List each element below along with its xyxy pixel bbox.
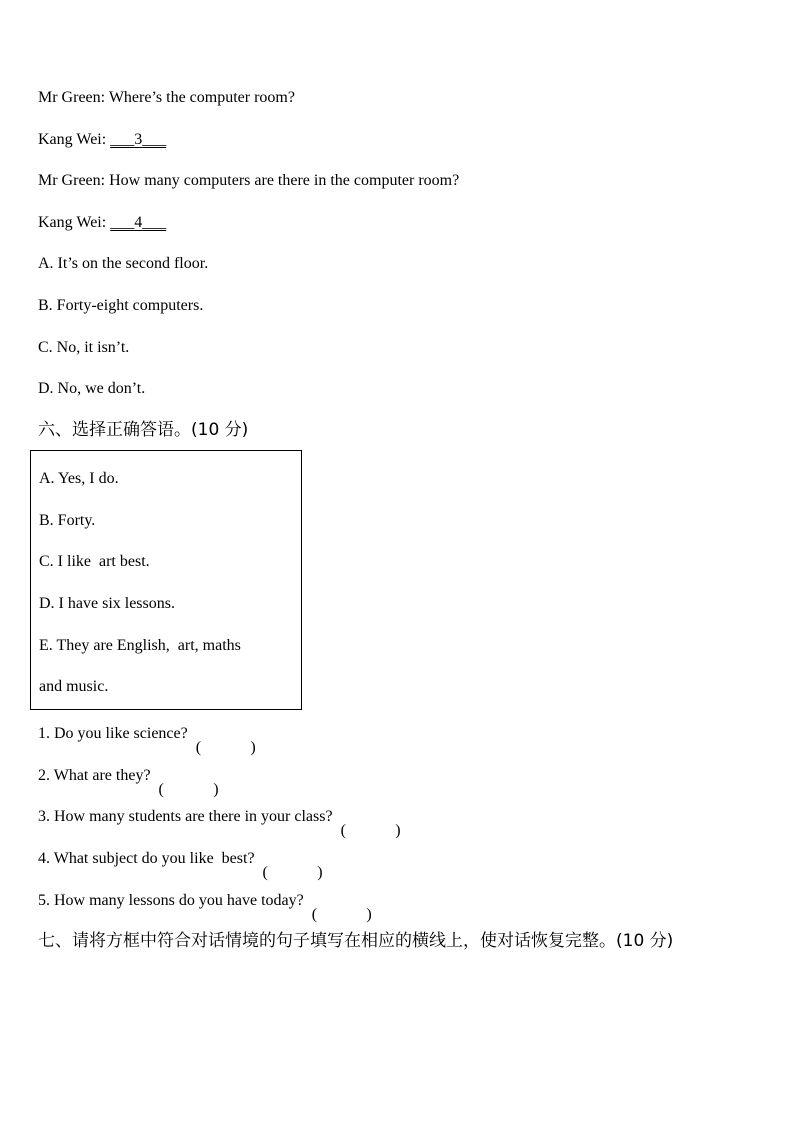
answer-blank-3[interactable] <box>110 130 166 150</box>
question-text: 4. What subject do you like best? <box>38 850 255 867</box>
answer-option-d: D. No, we don’t. <box>38 380 146 397</box>
question-text: 5. How many lessons do you have today? <box>38 892 304 909</box>
section-7-title: 七、请将方框中符合对话情境的句子填写在相应的横线上，使对话恢复完整。(10 分) <box>38 931 674 951</box>
dialogue-line-4 <box>38 213 166 233</box>
box-option-b: B. Forty. <box>39 512 96 529</box>
paren-right: ) <box>213 781 219 798</box>
blank-number: 3 <box>134 131 143 148</box>
question-1 <box>38 724 256 756</box>
question-2 <box>38 766 219 798</box>
dialogue-text: Where’s the computer room? <box>108 89 295 106</box>
speaker: Mr Green: <box>38 172 106 189</box>
answer-option-b: B. Forty-eight computers. <box>38 297 204 314</box>
speaker: Kang Wei: <box>38 131 107 148</box>
box-option-d: D. I have six lessons. <box>39 595 175 612</box>
box-option-e: E. They are English, art, maths <box>39 637 241 654</box>
paren-right: ) <box>366 906 372 923</box>
box-option-c: C. I like art best. <box>39 553 150 570</box>
blank-right: ___ <box>142 214 167 231</box>
paren-right: ) <box>395 822 401 839</box>
question-text: 1. Do you like science? <box>38 725 188 742</box>
paren-right: ) <box>250 739 256 756</box>
question-4 <box>38 849 323 881</box>
question-5 <box>38 891 372 923</box>
question-text: 2. What are they? <box>38 767 151 784</box>
speaker: Kang Wei: <box>38 214 107 231</box>
paren-right: ) <box>317 864 323 881</box>
question-3 <box>38 807 401 839</box>
answer-blank-4[interactable] <box>110 213 166 233</box>
paren-left: ( <box>195 739 202 756</box>
dialogue-line-1 <box>38 88 295 108</box>
answer-option-c: C. No, it isn’t. <box>38 339 130 356</box>
speaker: Mr Green: <box>38 89 106 106</box>
paren-left: ( <box>311 906 318 923</box>
paren-left: ( <box>262 864 268 881</box>
paren-left: ( <box>158 781 164 798</box>
dialogue-line-3 <box>38 171 459 191</box>
box-option-a: A. Yes, I do. <box>39 470 119 487</box>
section-6-title: 六、选择正确答语。(10 分) <box>38 420 249 440</box>
blank-right: ___ <box>142 131 167 148</box>
options-box <box>30 450 302 710</box>
blank-left: ___ <box>110 214 135 231</box>
blank-number: 4 <box>134 214 143 231</box>
box-option-e-cont: and music. <box>39 678 109 695</box>
dialogue-line-2 <box>38 130 166 150</box>
blank-left: ___ <box>110 131 135 148</box>
question-text: 3. How many students are there in your class? <box>38 808 333 825</box>
dialogue-text: How many computers are there in the computer room? <box>109 172 460 189</box>
paren-left: ( <box>340 822 346 839</box>
answer-option-a: A. It’s on the second floor. <box>38 255 209 272</box>
